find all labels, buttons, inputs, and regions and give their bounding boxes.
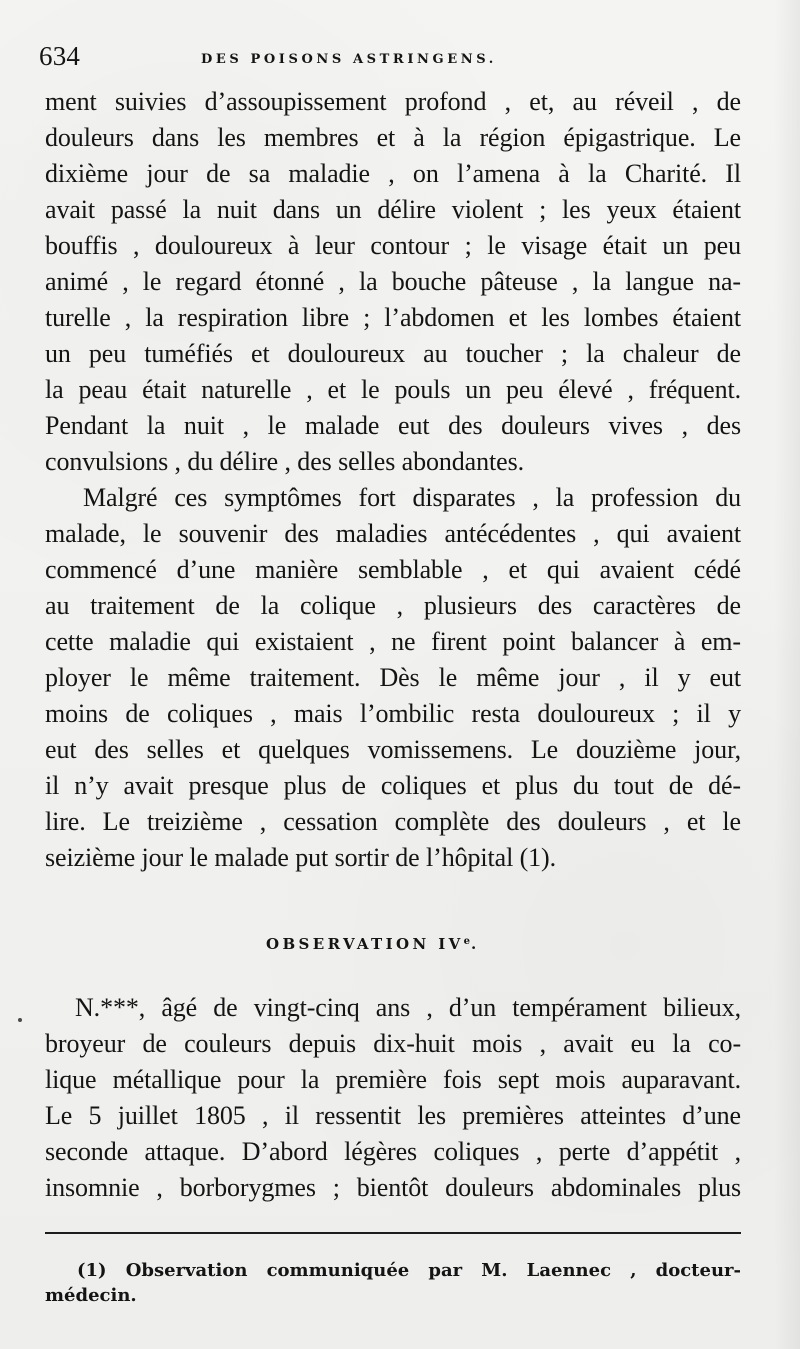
observation-heading-text: OBSERVATION IV xyxy=(266,935,464,953)
text-line-3: dixième jour de sa maladie , on l’amena à la Charité. Il xyxy=(45,159,741,188)
observation-line-2: broyeur de couleurs depuis dix-huit mois , avait eu la co- xyxy=(45,1029,741,1058)
observation-line-5: seconde attaque. D’abord légères coliques , perte d’appétit , xyxy=(45,1137,741,1166)
observation-text-block xyxy=(45,990,741,1206)
text-line-11: convulsions , du délire , des selles abondantes. xyxy=(45,447,524,476)
observation-line-3: lique métallique pour la première fois sept mois auparavant. xyxy=(45,1065,741,1094)
running-head: DES POISONS ASTRINGENS. xyxy=(201,52,497,67)
main-text-block xyxy=(45,84,741,876)
text-line-22: seizième jour le malade put sortir de l’hôpital (1). xyxy=(45,843,557,872)
text-line-20: il n’y avait presque plus de coliques et plus du tout de dé- xyxy=(45,771,741,800)
text-line-16: cette maladie qui existaient , ne firent point balancer à em- xyxy=(45,627,741,656)
text-line-7: turelle , la respiration libre ; l’abdomen et les lombes étaient xyxy=(45,303,741,332)
page-header xyxy=(39,38,739,78)
ink-speck xyxy=(18,1018,22,1022)
footnote xyxy=(45,1258,741,1308)
text-line-2: douleurs dans les membres et à la région épigastrique. Le xyxy=(45,123,741,152)
text-line-4: avait passé la nuit dans un délire violent ; les yeux étaient xyxy=(45,195,741,224)
text-line-1: ment suivies d’assoupissement profond , et, au réveil , de xyxy=(45,87,741,116)
text-line-17: ployer le même traitement. Dès le même jour , il y eut xyxy=(45,663,741,692)
text-line-13: malade, le souvenir des maladies antécédentes , qui avaient xyxy=(45,519,741,548)
page-number: 634 xyxy=(39,41,81,71)
text-line-9: la peau était naturelle , et le pouls un peu élevé , fréquent. xyxy=(45,375,741,404)
text-line-14: commencé d’une manière semblable , et qui avaient cédé xyxy=(45,555,741,584)
text-line-19: eut des selles et quelques vomissemens. Le douzième jour, xyxy=(45,735,741,764)
observation-heading-period: . xyxy=(471,935,480,953)
footnote-line-2: médecin. xyxy=(45,1285,137,1306)
text-line-10: Pendant la nuit , le malade eut des douleurs vives , des xyxy=(45,411,741,440)
text-line-21: lire. Le treizième , cessation complète des douleurs , et le xyxy=(45,807,741,836)
observation-line-4: Le 5 juillet 1805 , il ressentit les premières atteintes d’une xyxy=(45,1101,741,1130)
observation-heading xyxy=(266,932,480,954)
text-line-5: bouffis , douloureux à leur contour ; le visage était un peu xyxy=(45,231,741,260)
text-line-8: un peu tuméfiés et douloureux au toucher ; la chaleur de xyxy=(45,339,741,368)
observation-line-6: insomnie , borborygmes ; bientôt douleurs abdominales plus xyxy=(45,1173,741,1202)
footnote-line-1: (1) Observation communiquée par M. Laennec , docteur- xyxy=(77,1260,741,1281)
text-line-12: Malgré ces symptômes fort disparates , la profession du xyxy=(83,483,741,512)
footnote-rule xyxy=(45,1232,741,1234)
text-line-15: au traitement de la colique , plusieurs des caractères de xyxy=(45,591,741,620)
observation-heading-superscript: e xyxy=(463,936,472,947)
page-edge-shadow xyxy=(774,0,800,1349)
observation-line-1: N.***, âgé de vingt-cinq ans , d’un tempérament bilieux, xyxy=(75,993,741,1022)
text-line-6: animé , le regard étonné , la bouche pâteuse , la langue na- xyxy=(45,267,741,296)
text-line-18: moins de coliques , mais l’ombilic resta douloureux ; il y xyxy=(45,699,741,728)
